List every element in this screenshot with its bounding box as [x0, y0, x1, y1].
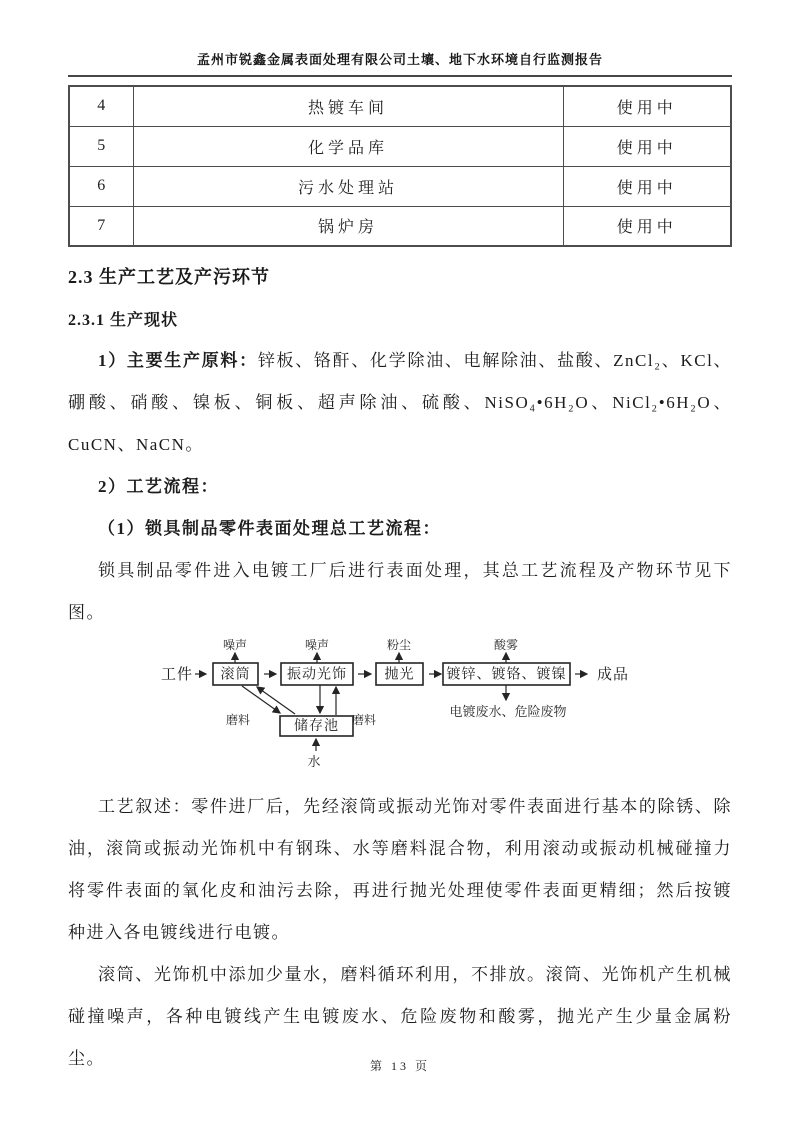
row-number: 7 [69, 206, 133, 246]
facility-table [68, 85, 732, 247]
flow-input-label: 工件 [160, 667, 194, 683]
facility-name: 锅炉房 [133, 206, 563, 246]
process-flow-diagram [68, 634, 732, 782]
page-header [68, 0, 732, 77]
step-vibratory-label: 振动光饰 [287, 667, 347, 683]
row-number: 6 [69, 166, 133, 206]
facility-status: 使用中 [563, 206, 731, 246]
row-number: 4 [69, 86, 133, 126]
process-intro: 锁具制品零件进入电镀工厂后进行表面处理，其总工艺流程及产物环节见下图。 [68, 561, 732, 622]
facility-name: 热镀车间 [133, 86, 563, 126]
storage-pool-label: 储存池 [294, 719, 339, 734]
page-number: 第 13 页 [369, 1059, 430, 1073]
process-description-2: 滚筒、光饰机中添加少量水，磨料循环利用，不排放。滚筒、光饰机产生机械碰撞噪声，各种电镀线产生电镀废水、危险废物和酸雾，抛光产生少量金属粉尘。 [68, 965, 732, 1068]
process-sub-label: （1）锁具制品零件表面处理总工艺流程： [98, 519, 441, 538]
report-title: 孟州市锐鑫金属表面处理有限公司土壤、地下水环境自行监测报告 [196, 52, 603, 67]
facility-status: 使用中 [563, 86, 731, 126]
page-footer [0, 1057, 800, 1074]
table-row [69, 126, 731, 166]
section-title: 2.3 生产工艺及产污环节 [68, 267, 270, 287]
subsection-title: 2.3.1 生产现状 [68, 312, 179, 329]
step-drum-label: 滚筒 [220, 667, 251, 683]
emission-noise-1-label: 噪声 [222, 638, 248, 652]
facility-name: 化学品库 [133, 126, 563, 166]
abrasive-right-label: 磨料 [351, 713, 377, 727]
materials-text: 锌板、铬酐、化学除油、电解除油、盐酸、ZnCl₂、KCl、硼酸、硝酸、镍板、铜板、超声除油、硫酸、NiSO₄•6H₂O、NiCl₂•6H₂O、CuCN、NaCN。 [68, 351, 732, 454]
process-description-1: 工艺叙述：零件进厂后，先经滚筒或振动光饰对零件表面进行基本的除锈、除油，滚筒或振动光饰机中有钢珠、水等磨料混合物，利用滚动或振动机械碰撞力将零件表面的氧化皮和油污去除，再进行抛光处理使零件表面更精细；然后按镀种进入各电镀线进行电镀。 [68, 797, 732, 942]
materials-paragraph [68, 340, 732, 466]
table-row [69, 166, 731, 206]
facility-status: 使用中 [563, 126, 731, 166]
emission-dust-label: 粉尘 [386, 638, 412, 652]
page-content [68, 85, 732, 1080]
table-row [69, 206, 731, 246]
emission-noise-2-label: 噪声 [304, 638, 330, 652]
step-plating-label: 镀锌、镀铬、镀镍 [446, 667, 567, 683]
process-label: 2）工艺流程： [98, 477, 219, 496]
facility-name: 污水处理站 [133, 166, 563, 206]
emission-acid-mist-label: 酸雾 [493, 638, 519, 652]
table-row [69, 86, 731, 126]
row-number: 5 [69, 126, 133, 166]
flow-diagram-svg [68, 634, 732, 782]
step-polish-label: 抛光 [384, 667, 415, 683]
abrasive-left-label: 磨料 [225, 713, 251, 727]
facility-status: 使用中 [563, 166, 731, 206]
flow-output-label: 成品 [596, 667, 630, 683]
water-label: 水 [307, 754, 321, 769]
materials-label: 1）主要生产原料： [98, 351, 258, 370]
waste-label: 电镀废水、危险废物 [449, 704, 567, 719]
